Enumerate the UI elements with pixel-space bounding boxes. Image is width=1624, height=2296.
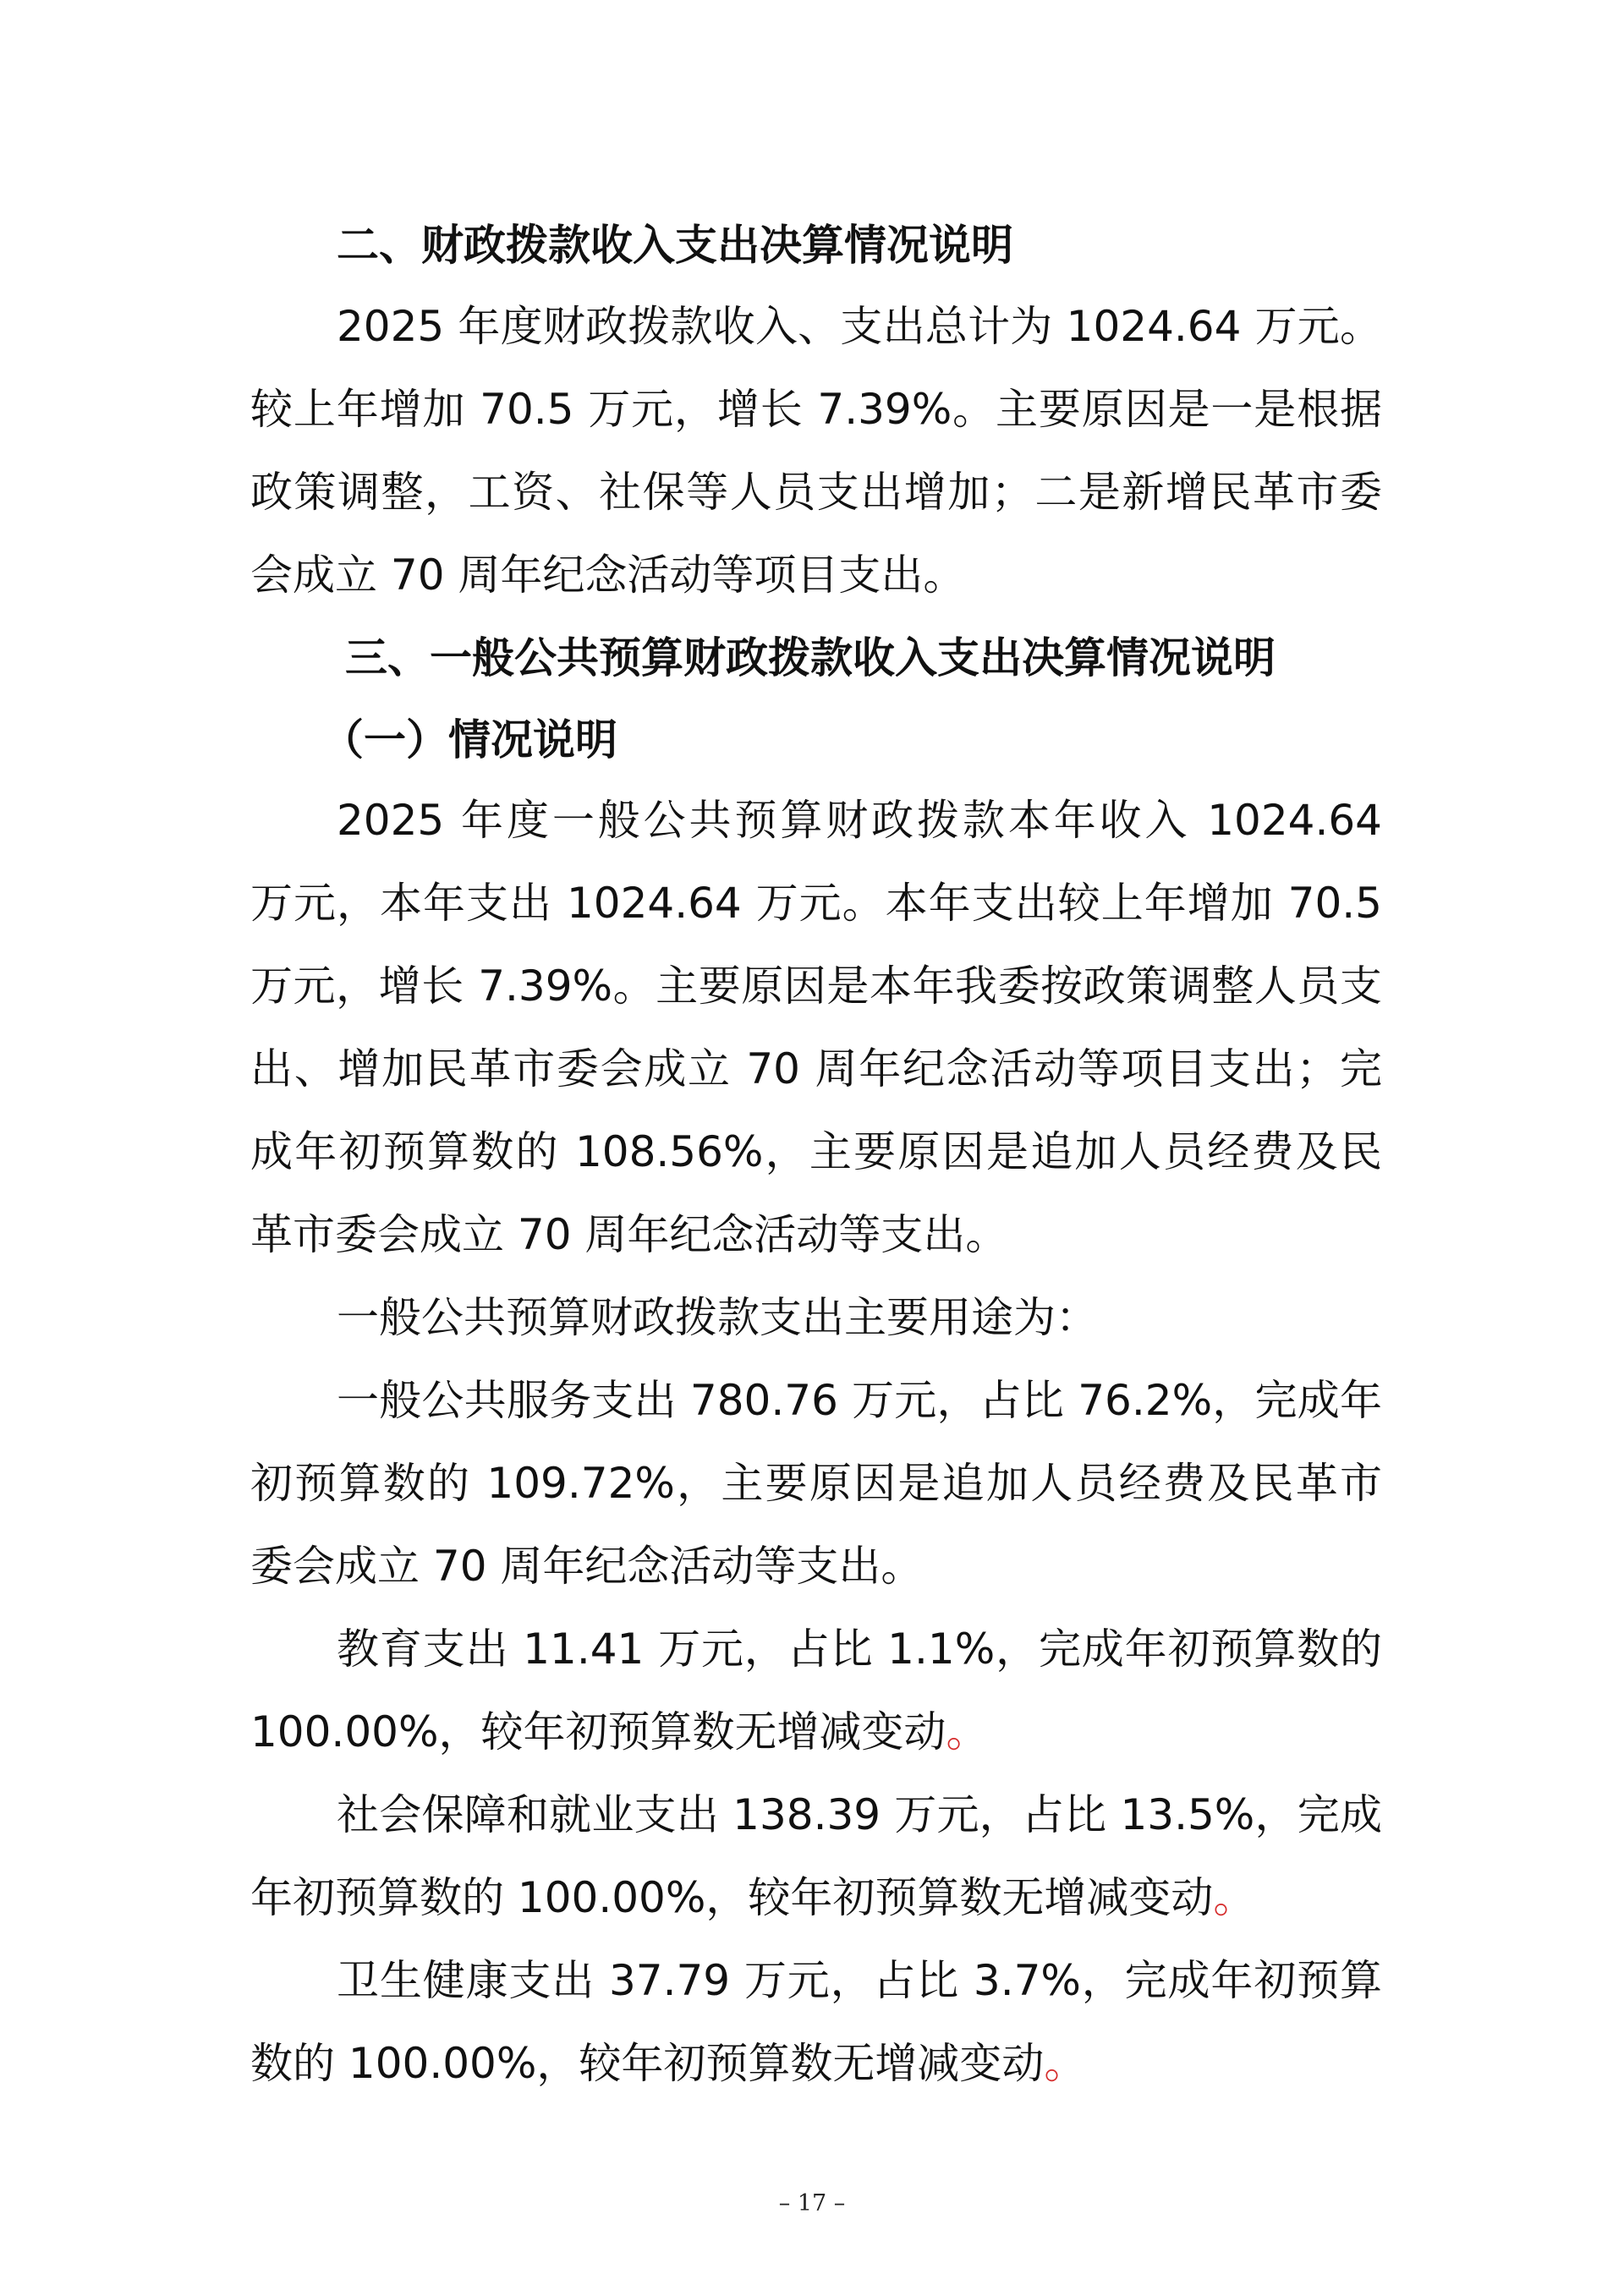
paragraph-5-text: 100.00%，较年初预算数无增减变动 — [250, 1707, 946, 1756]
paragraph-6-red-period: 。 — [1213, 1873, 1256, 1922]
paragraph-2-line-5: 成年初预算数的 108.56%，主要原因是追加人员经费及民 — [250, 1127, 1382, 1176]
subheading-1: （一）情况说明 — [321, 715, 617, 764]
paragraph-2-line-4: 出、增加民革市委会成立 70 周年纪念活动等项目支出；完 — [250, 1044, 1382, 1093]
paragraph-2-line-3: 万元，增长 7.39%。主要原因是本年我委按政策调整人员支 — [250, 962, 1382, 1011]
paragraph-7-line-2 — [250, 2038, 1086, 2089]
paragraph-6-line-1: 社会保障和就业支出 138.39 万元，占比 13.5%，完成 — [337, 1790, 1382, 1839]
paragraph-2-line-6: 革市委会成立 70 周年纪念活动等支出。 — [250, 1210, 1008, 1259]
section-heading-2: 二、财政拨款收入支出决算情况说明 — [337, 221, 1013, 270]
paragraph-3: 一般公共预算财政拨款支出主要用途为： — [337, 1293, 1098, 1342]
paragraph-1-line-2: 较上年增加 70.5 万元，增长 7.39%。主要原因是一是根据 — [250, 385, 1382, 434]
paragraph-7-text: 数的 100.00%，较年初预算数无增减变动 — [250, 2039, 1045, 2088]
paragraph-2-line-2: 万元，本年支出 1024.64 万元。本年支出较上年增加 70.5 — [250, 879, 1382, 928]
paragraph-2-line-1: 2025 年度一般公共预算财政拨款本年收入 1024.64 — [337, 796, 1382, 845]
paragraph-4-line-2: 初预算数的 109.72%，主要原因是追加人员经费及民革市 — [250, 1459, 1382, 1508]
paragraph-5-line-2 — [250, 1707, 988, 1757]
paragraph-1-line-1: 2025 年度财政拨款收入、支出总计为 1024.64 万元。 — [337, 302, 1382, 351]
paragraph-7-red-period: 。 — [1044, 2039, 1087, 2088]
paragraph-6-text: 年初预算数的 100.00%，较年初预算数无增减变动 — [250, 1873, 1214, 1922]
page-number: – 17 – — [778, 2190, 846, 2217]
paragraph-5-line-1: 教育支出 11.41 万元，占比 1.1%，完成年初预算数的 — [337, 1625, 1382, 1674]
paragraph-4-line-3: 委会成立 70 周年纪念活动等支出。 — [250, 1542, 924, 1591]
paragraph-7-line-1: 卫生健康支出 37.79 万元，占比 3.7%，完成年初预算 — [337, 1956, 1382, 2005]
paragraph-1-line-4: 会成立 70 周年纪念活动等项目支出。 — [250, 551, 966, 600]
paragraph-4-line-1: 一般公共服务支出 780.76 万元，占比 76.2%，完成年 — [337, 1376, 1382, 1425]
paragraph-1-line-3: 政策调整，工资、社保等人员支出增加；二是新增民革市委 — [250, 468, 1382, 517]
paragraph-5-red-period: 。 — [946, 1707, 989, 1756]
section-heading-3: 三、一般公共预算财政拨款收入支出决算情况说明 — [345, 633, 1276, 682]
paragraph-6-line-2 — [250, 1872, 1255, 1923]
